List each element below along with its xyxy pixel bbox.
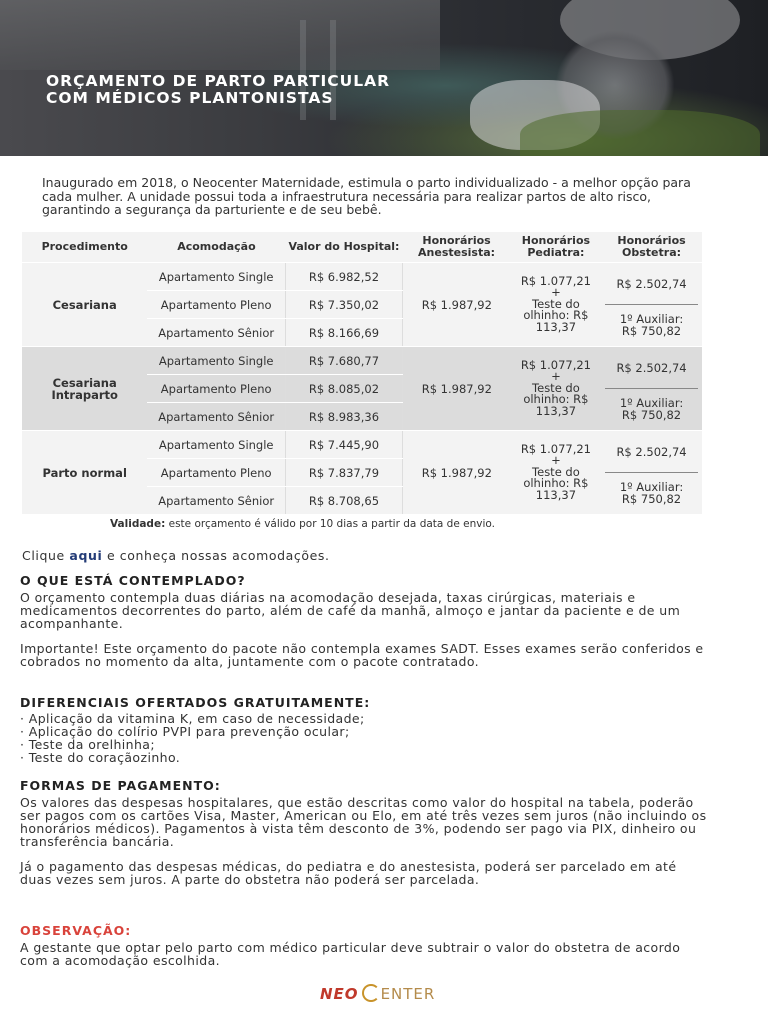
accommodation-cell: Apartamento Pleno [147,459,285,487]
title-line-1: ORÇAMENTO DE PARTO PARTICULAR [46,72,391,90]
procedure-cell: Parto normal [22,431,147,515]
section-pagamento [20,779,710,886]
obstetrician-fee: R$ 2.502,74 [616,277,687,291]
section-observacao [20,924,710,967]
list-item: · Teste da orelhinha; [20,737,155,752]
plus-sign: + [551,285,561,300]
hospital-value-cell: R$ 8.708,65 [286,487,403,515]
procedure-cell: Cesariana Intraparto [22,347,147,431]
pagamento-paragraph-2: Já o pagamento das despesas médicas, do pediatra e do anestesista, poderá ser parcelado em até duas vezes sem juros. A parte do obstetra não poderá ser parcelada. [20,859,677,887]
eye-test-fee: Teste do olhinho: R$ 113,37 [523,296,589,334]
assistant-fee: 1º Auxiliar: R$ 750,82 [619,312,684,338]
obstetrician-fee-cell [601,431,702,515]
hero-photo-gown [520,110,760,156]
accommodation-cell: Apartamento Pleno [147,375,285,403]
accommodation-cell: Apartamento Single [147,263,285,291]
contemplado-paragraph-2: Importante! Este orçamento do pacote não contempla exames SADT. Esses exames serão conferidos e cobrados no momento da alta, juntamente com o pacote contratado. [20,641,704,669]
hospital-value-cell: R$ 6.982,52 [286,263,403,291]
col-header-procedimento: Procedimento [22,232,147,263]
validity-label: Validade: [110,518,166,530]
pediatrician-fee: R$ 1.077,21 [520,273,591,288]
accommodation-cell: Apartamento Sênior [147,319,285,347]
pagamento-heading: FORMAS DE PAGAMENTO: [20,778,221,793]
pediatrician-fee: R$ 1.077,21 [520,357,591,372]
observacao-text: A gestante que optar pelo parto com médico particular deve subtrair o valor do obstetra de acordo com a acomodação escolhida. [20,940,681,968]
hospital-value-cell: R$ 8.166,69 [286,319,403,347]
pediatrician-fee: R$ 1.077,21 [520,441,591,456]
obstetrician-fee: R$ 2.502,74 [616,445,687,459]
table-header-row [22,232,702,263]
neocenter-logo [320,984,435,1003]
table-row [22,263,702,291]
section-diferenciais [20,696,710,764]
col-header-obstetra: Honorários Obstetra: [601,232,702,263]
validity-note [110,518,495,530]
diferenciais-heading: DIFERENCIAIS OFERTADOS GRATUITAMENTE: [20,695,371,710]
pediatrician-fee-cell [511,431,601,515]
hero-photo-wall [0,0,440,70]
intro-paragraph: Inaugurado em 2018, o Neocenter Maternidade, estimula o parto individualizado - a melhor opção para cada mulher. A unidade possui toda a infraestrutura necessária para realizar partos de alto risco, garantindo a segurança da parturiente e de seu bebê. [42,175,691,217]
obstetrician-fee-cell [601,263,702,347]
plus-sign: + [551,369,561,384]
table-body [22,263,702,515]
col-header-pediatra: Honorários Pediatra: [511,232,601,263]
obstetrician-fee-cell [601,347,702,431]
accommodations-link[interactable]: aqui [69,548,103,563]
click-prefix: Clique [22,548,70,563]
accommodation-cell: Apartamento Pleno [147,291,285,319]
col-header-valor: Valor do Hospital: [286,232,403,263]
section-contemplado [20,574,710,668]
contemplado-paragraph-1: O orçamento contempla duas diárias na acomodação desejada, taxas cirúrgicas, materiais e medicamentos decorrentes do parto, além de café da manhã, almoço e jantar da paciente e de um acompanhante. [20,590,681,631]
eye-test-fee: Teste do olhinho: R$ 113,37 [523,380,589,418]
hospital-value-cell: R$ 8.085,02 [286,375,403,403]
pagamento-paragraph-1: Os valores das despesas hospitalares, que estão descritas como valor do hospital na tabela, poderão ser pagos com os cartões Visa, Master, American ou Elo, em até três vezes sem juros (não incluindo os honorários médicos). Pagamentos à vista têm desconto de 3%, podendo ser pago via PIX, dinheiro ou transferência bancária. [20,795,707,849]
accommodation-cell: Apartamento Single [147,347,285,375]
eye-test-fee: Teste do olhinho: R$ 113,37 [523,464,589,502]
accommodation-cell: Apartamento Single [147,431,285,459]
anesthetist-fee-cell: R$ 1.987,92 [402,431,510,515]
list-item: · Teste do coraçãozinho. [20,750,181,765]
anesthetist-fee-cell: R$ 1.987,92 [402,263,510,347]
table-row [22,347,702,375]
obstetrician-fee: R$ 2.502,74 [616,361,687,375]
diferenciais-list [20,712,710,764]
logo-neo: NEO [320,985,359,1003]
assistant-fee: 1º Auxiliar: R$ 750,82 [619,396,684,422]
hero-banner [0,0,768,156]
validity-text: este orçamento é válido por 10 dias a partir da data de envio. [165,518,495,530]
hospital-value-cell: R$ 7.445,90 [286,431,403,459]
hospital-value-cell: R$ 7.680,77 [286,347,403,375]
list-item: · Aplicação da vitamina K, em caso de necessidade; [20,711,365,726]
hospital-value-cell: R$ 7.350,02 [286,291,403,319]
logo-c-mark [362,984,380,1002]
contemplado-heading: O QUE ESTÁ CONTEMPLADO? [20,573,246,588]
click-suffix: e conheça nossas acomodações. [102,548,330,563]
accommodation-cell: Apartamento Sênior [147,403,285,431]
table-row [22,431,702,459]
col-header-anestesista: Honorários Anestesista: [402,232,510,263]
anesthetist-fee-cell: R$ 1.987,92 [402,347,510,431]
page-title [46,73,390,107]
list-item: · Aplicação do colírio PVPI para prevenção ocular; [20,724,350,739]
price-table [22,232,702,515]
hospital-value-cell: R$ 8.983,36 [286,403,403,431]
logo-center: ENTER [380,985,436,1003]
pediatrician-fee-cell [511,347,601,431]
observacao-heading: OBSERVAÇÃO: [20,923,132,938]
plus-sign: + [551,453,561,468]
title-line-2: COM MÉDICOS PLANTONISTAS [46,89,334,107]
hospital-value-cell: R$ 7.837,79 [286,459,403,487]
assistant-fee: 1º Auxiliar: R$ 750,82 [619,480,684,506]
col-header-acomodacao: Acomodação [147,232,285,263]
accommodation-cell: Apartamento Sênior [147,487,285,515]
pediatrician-fee-cell [511,263,601,347]
procedure-cell: Cesariana [22,263,147,347]
accommodations-line [22,548,330,563]
